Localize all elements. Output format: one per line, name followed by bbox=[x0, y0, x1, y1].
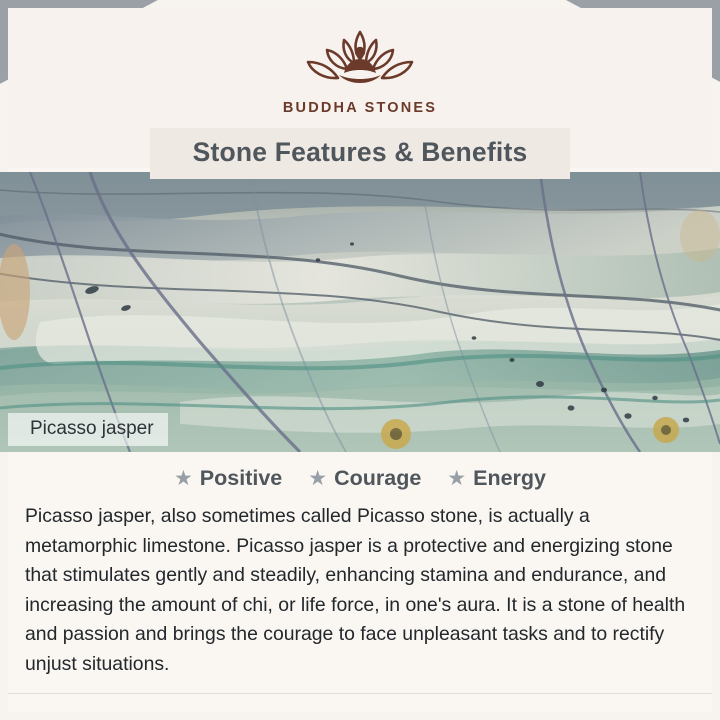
keyword-item bbox=[308, 466, 421, 491]
description-text: Picasso jasper, also sometimes called Picasso stone, is actually a metamorphic limestone. Picasso jasper is a protective and energizing stone that stimulates gently and steadily, enhancing stamina and endurance, and increasing the amount of chi, or life force, in one's aura. It is a stone of health and passion and brings the courage to face unpleasant tasks and to rectify unjust situations. bbox=[25, 505, 686, 675]
stone-photo bbox=[0, 172, 720, 452]
keyword-item bbox=[447, 466, 546, 491]
photo-caption-text: Picasso jasper bbox=[30, 418, 154, 439]
keyword-label: Courage bbox=[334, 466, 422, 490]
keyword-label: Energy bbox=[473, 466, 547, 490]
photo-caption bbox=[8, 413, 168, 446]
page-title: Stone Features & Benefits bbox=[192, 137, 528, 167]
page-title-bar bbox=[150, 128, 570, 179]
keyword-list bbox=[0, 466, 720, 491]
brand-name: BUDDHA STONES bbox=[282, 100, 438, 116]
star-icon: ★ bbox=[308, 467, 328, 490]
brand-logo bbox=[283, 28, 437, 116]
keyword-item bbox=[174, 466, 282, 491]
keyword-label: Positive bbox=[199, 466, 283, 490]
lotus-meditation-icon bbox=[294, 28, 426, 94]
star-icon: ★ bbox=[447, 467, 467, 490]
star-icon: ★ bbox=[173, 467, 193, 490]
bottom-divider bbox=[8, 693, 712, 694]
